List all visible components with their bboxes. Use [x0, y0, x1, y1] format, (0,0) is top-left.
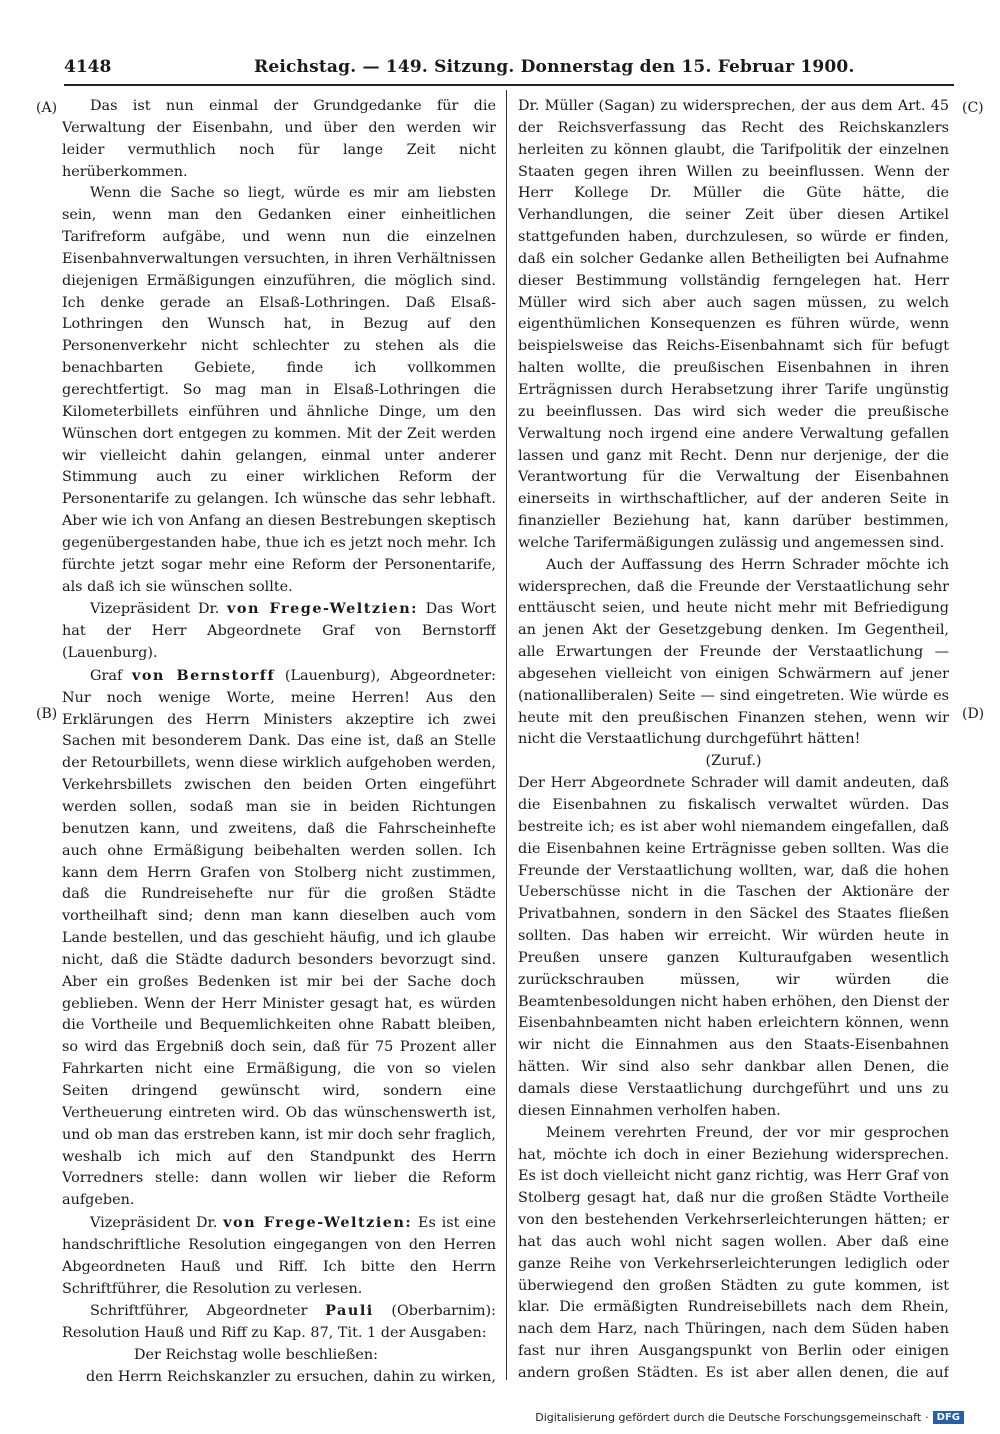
speaker-paragraph [62, 1212, 496, 1300]
header-rule [64, 84, 954, 86]
speaker-paragraph [62, 665, 496, 1212]
separator-dot: · [925, 1411, 929, 1424]
speaker-paragraph [62, 598, 496, 665]
paragraph: Das ist nun einmal der Grundgedanke für die Verwaltung der Eisenbahn, und über den werden wir leider vermuthlich noch für lange Zeit nicht herüberkommen. [62, 98, 496, 180]
speaker-name: von Frege-Weltzien: [223, 1214, 413, 1232]
credit-text: Digitalisierung gefördert durch die Deutsche Forschungsgemeinschaft [535, 1411, 922, 1424]
running-head: Reichstag. — 149. Sitzung. Donnerstag den 15. Februar 1900. [254, 57, 855, 77]
speech-text: Es ist eine handschriftliche Resolution eingegangen von den Herren Abgeordneten Hauß und Riff. Ich bitte den Herrn Schriftführer, die Resolution zu verlesen. [62, 1215, 496, 1297]
paragraph: Auch der Auffassung des Herrn Schrader möchte ich widersprechen, daß die Freunde der Verstaatlichung sehr enttäuscht seien, und heute nicht mehr mit Befriedigung an jenen Akt der Gesetzgebung denken. Im Gegentheil, alle Erwartungen der Freunde der Verstaatlichung — abgesehen vielleicht von einigen Schwärmern auf jener (nationalliberalen) Seite — sind eingetreten. Wie würde es heute mit den preußischen Finanzen stehen, wenn wir nicht die Verstaatlichung durchgeführt hätten! [518, 556, 949, 748]
paragraph: Wenn die Sache so liegt, würde es mir am liebsten sein, wenn man den Gedanken einer einheitlichen Tarifreform aufgäbe, und wenn nun die einzelnen Eisenbahnverwaltungen versuchten, in ihren Verhältnissen diejenigen Ermäßigungen einzuführen, die möglich sind. Ich denke gerade an Elsaß-Lothringen. Daß Elsaß-Lothringen den Wunsch hat, in Bezug auf den Personenverkehr nicht schlechter zu stehen als die benachbarten Gebiete, finde ich vollkommen gerechtfertigt. So mag man in Elsaß-Lothringen die Kilometerbillets einführen und ähnliche Dinge, um den Wünschen dort entgegen zu kommen. Mit der Zeit werden wir vielleicht dahin gelangen, einmal unter anderer Stimmung auch zu einer wirklichen Reform der Personentarife zu gelangen. Ich wünsche das sehr lebhaft. Aber wie ich von Anfang an diesen Bestrebungen skeptisch gegenübergestanden habe, thue ich es jetzt noch mehr. Ich fürchte jetzt sogar mehr eine Reform der Personentarife, als daß ich sie wünschen sollte. [62, 185, 496, 595]
speaker-title: Schriftführer, Abgeordneter [90, 1303, 308, 1320]
dfg-logo-icon: DFG [933, 1411, 964, 1424]
speaker-title: Graf [90, 667, 123, 684]
speech-text: Das Wort hat der Herr Abgeordnete Graf von Bernstorff (Lauenburg). [62, 601, 496, 662]
paragraph: Meinem verehrten Freund, der vor mir gesprochen hat, möchte ich doch in einer Beziehung widersprechen. Es ist doch vielleicht nicht ganz richtig, was Herr Graf von Stolberg gesagt hat, daß nur die großen Städte Vortheile von den bestehenden Verkehrserleichterungen hätten; er hat das auch wohl nicht sagen wollen. Aber daß eine ganze Reihe von Verkehrserleichterungen lediglich oder überwiegend den großen Städten zu gute kommen, ist klar. Die ermäßigten Rundreisebillets nach dem Rhein, nach dem Harz, nach Thüringen, nach dem Süden haben fast nur ihren Ausgangspunkt von Berlin oder einigen andern großen Städten. Es ist aber allen denen, die auf [518, 1124, 949, 1381]
page-header [64, 55, 920, 85]
margin-marker-b: (B) [36, 706, 58, 722]
speaker-title: Vizepräsident Dr. [90, 1215, 218, 1232]
paragraph: Dr. Müller (Sagan) zu widersprechen, der aus dem Art. 45 der Reichsverfassung das Recht des Reichskanzlers herleiten zu können glaubt, die Tarifpolitik der einzelnen Staaten gegen ihren Willen zu beeinflussen. Wenn der Herr Kollege Dr. Müller die Güte hätte, die Verhandlungen, die seiner Zeit über diesen Artikel stattgefunden haben, durchzulesen, so würde er finden, daß ein solcher Gedanke allen Betheiligten bei Aufnahme dieser Bestimmung vollständig ferngelegen hat. Herr Müller wird sich aber auch sagen müssen, zu welch eigenthümlichen Konsequenzen es führen würde, wenn beispielsweise das Reichs-Eisenbahnamt sich für befugt halten wollte, die preußischen Eisenbahnen in ihren Erträgnissen durch Herabsetzung ihrer Tarife ungünstig zu beeinflussen. Das wird sich weder die preußische Verwaltung noch irgend eine andere Verwaltung gefallen lassen und ganz mit Recht. Denn nur derjenige, der die Verantwortung für die Verwaltung der Eisenbahnen einerseits in wirthschaftlicher, auf der anderen Seite in finanzieller Beziehung hat, kann darüber bestimmen, welche Tarifermäßigungen zulässig und angemessen sind. [518, 98, 949, 551]
speaker-title: Vizepräsident Dr. [90, 601, 220, 618]
margin-marker-d: (D) [962, 706, 985, 722]
right-column [518, 96, 949, 1386]
speech-text: (Oberbarnim): Resolution Hauß und Riff zu Kap. 87, Tit. 1 der Ausgaben: [62, 1303, 496, 1342]
column-divider [506, 90, 507, 1380]
speech-text: (Lauenburg), Abgeordneter: Nur noch wenige Worte, meine Herren! Aus den Erklärungen des Herrn Ministers akzeptire ich zwei Sachen mit besonderem Dank. Das eine ist, daß an Stelle der Retourbillets, wenn diese wirklich aufgehoben werden, Verkehrsbillets zwischen den beiden Orten eingeführt werden sollen, sodaß man sie in beiden Richtungen benutzen kann, und zweitens, daß die Fahrscheinhefte auch ohne Ermäßigung beibehalten werden sollen. Ich kann dem Herrn Grafen von Stolberg nicht zustimmen, daß die Rundreisehefte nur für die großen Städte vortheilhaft sind; denn man kann dieselben auch vom Lande bestellen, und das geschieht häufig, und ich glaube nicht, daß die Städte dadurch besonders bevorzugt sind. Aber ein großes Bedenken ist mir bei der Sache doch geblieben. Wenn der Herr Minister gesagt hat, es würden die Vortheile und Bequemlichkeiten ohne Rabatt bleiben, so wird das Ergebniß doch sein, daß für 75 Prozent aller Fahrkarten nicht eine Ermäßigung, die von so vielen Seiten dringend gewünscht wird, sondern eine Vertheuerung eintreten wird. Ob das wünschenswerth ist, und ob man das erstreben kann, ist mir doch sehr fraglich, weshalb ich mich auf den Standpunkt des Herrn Vorredners stelle: dann wollen wir lieber die Reform aufgeben. [62, 667, 496, 1209]
speaker-name: von Bernstorff [131, 666, 276, 684]
speaker-name: von Frege-Weltzien: [227, 600, 418, 618]
page-number: 4148 [64, 57, 112, 77]
resolution-intro: Der Reichstag wolle beschließen: [134, 1347, 379, 1364]
resolution-text: den Herrn Reichskanzler zu ersuchen, dahin zu wirken, [86, 1368, 496, 1385]
left-column [62, 96, 496, 1386]
margin-marker-c: (C) [962, 100, 984, 116]
paragraph: Der Herr Abgeordnete Schrader will damit andeuten, daß die Eisenbahnen zu fiskalisch verwaltet würden. Das bestreite ich; es ist aber wohl niemandem eingefallen, daß die Eisenbahnen keine Erträgnisse geben sollten. Was die Freunde der Verstaatlichung wollten, war, daß die hohen Ueberschüsse nicht in die Taschen der Aktionäre der Privatbahnen, sondern in den Säckel des Staates fließen sollten. Das haben wir erreicht. Wir würden heute in Preußen unsere ganzen Kulturaufgaben wesentlich zurückschrauben müssen, wir würden die Beamtenbesoldungen nicht haben erhöhen, den Dienst der Eisenbahnbeamten nicht haben erleichtern können, wenn wir nicht die Einnahmen aus den Staats-Eisenbahnen hätten. Wir sind also sehr dankbar allen Denen, die damals diese Verstaatlichung durchgeführt und uns zu diesen Einnahmen verholfen haben. [518, 775, 949, 1119]
interjection: (Zuruf.) [705, 753, 762, 770]
digitization-credit [535, 1411, 964, 1424]
margin-marker-a: (A) [36, 100, 58, 116]
speaker-paragraph [62, 1300, 496, 1345]
speaker-name: Pauli [325, 1302, 374, 1320]
